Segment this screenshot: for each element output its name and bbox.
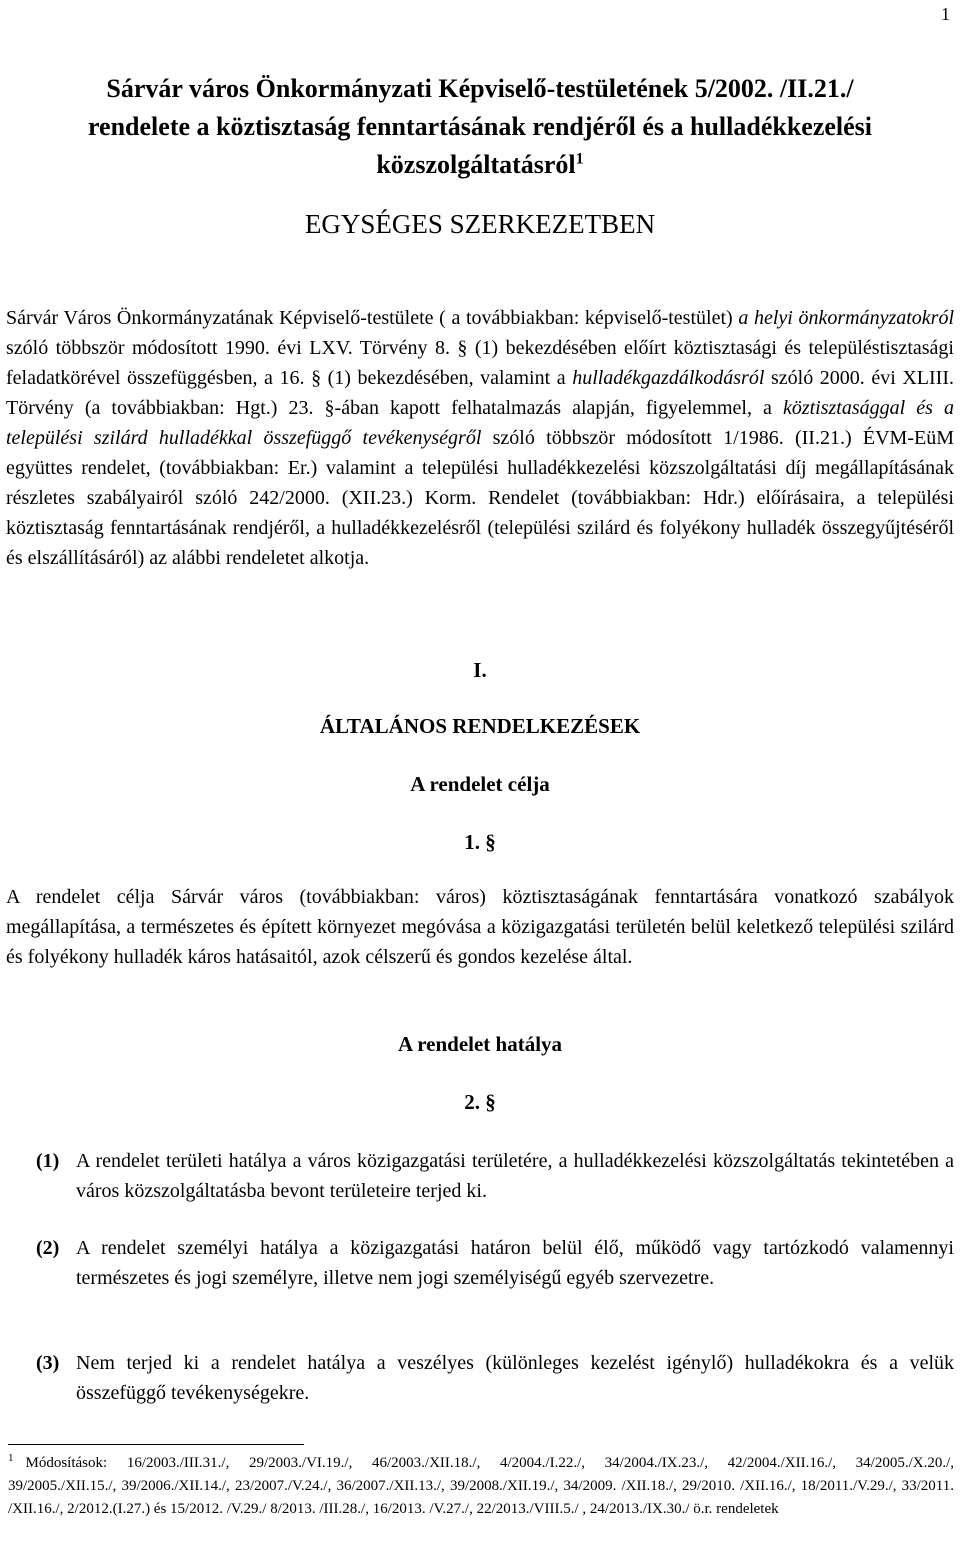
- section-2-number: 2. §: [464, 1090, 496, 1114]
- paragraph-number: (2): [36, 1237, 60, 1259]
- document-title-line-3: [0, 148, 960, 182]
- section-2-paragraph-2: [6, 1233, 954, 1293]
- page-number: 1: [941, 4, 950, 24]
- section-1-text: A rendelet célja Sárvár város (továbbiakban: város) köztisztaságának fenntartására vonatkozó szabályok megállapítása, a természetes és épített környezet megóvása a közigazgatási területén belül keletkező települési szilárd és folyékony hulladék káros hatásaitól, azok célszerű és gondos kezelése által.: [6, 886, 954, 968]
- document-subtitle: EGYSÉGES SZERKEZETBEN: [304, 209, 656, 239]
- preamble-part-4: szóló többször módosított 1/1986. (II.21.) ÉVM-EüM együttes rendelet, (továbbiakban: Er.) valamint a települési hulladékkezelési közszolgáltatási díj megállapításának részletes szabályairól szóló 242/2000. (XII.23.) Korm. Rendelet (továbbiakban: Hdr.) előírásaira, a települési köztisztaság fenntartásának rendjéről, a hulladékkezelésről (települési szilárd és folyékony hulladék összegyűjtéséről és elszállításáról) az alábbi rendeletet alkotja.: [6, 427, 954, 569]
- preamble-law-title-1: a helyi önkormányzatokról: [738, 307, 955, 329]
- preamble-part-3: szóló 2000. évi XLIII. Törvény (a továbbiakban: Hgt.) 23. §-ában kapott felhatalmazás alapján, figyelemmel, a: [6, 367, 955, 419]
- preamble-law-title-3: köztisztasággal és a települési szilárd hulladékkal összefüggő tevékenységről: [6, 397, 954, 449]
- paragraph-text: A rendelet területi hatálya a város közigazgatási területére, a hulladékkezelési közszolgáltatás tekintetében a város közszolgáltatásba bevont területeire terjed ki.: [76, 1150, 954, 1202]
- section-1-number: 1. §: [464, 830, 496, 854]
- footnote-reference[interactable]: 1: [575, 150, 584, 168]
- paragraph-text: Nem terjed ki a rendelet hatálya a veszélyes (különleges kezelést igénylő) hulladékokra és a velük összefüggő tevékenységekre.: [76, 1352, 954, 1404]
- preamble-law-title-2: hulladékgazdálkodásról: [572, 367, 765, 389]
- chapter-number: I.: [473, 658, 487, 682]
- footnote: [8, 1452, 954, 1521]
- footnote-text: Módosítások: 16/2003./III.31./, 29/2003./VI.19./, 46/2003./XII.18./, 4/2004./I.22./, 34/2004./IX.23./, 42/2004./XII.16./, 34/2005./X.20./, 39/2005./XII.15./, 39/2006./XII.14./, 23/2007./V.24./, 36/2007./XII.13./, 39/2008./XII.19./, 34/2009. /XII.18./, 29/2010. /XII.16./, 18/2011./V.29./, 33/2011. /XII.16./, 2/2012.(I.27.) és 15/2012. /V.29./ 8/2013. /III.28./, 16/2013. /V.27./, 22/2013./VIII.5./ , 24/2013./IX.30./ ö.r. rendeletek: [8, 1455, 954, 1517]
- document-title-line-3-text: közszolgáltatásról: [376, 150, 576, 179]
- paragraph-number: (3): [36, 1352, 60, 1374]
- paragraph-text: A rendelet személyi hatálya a közigazgatási határon belül élő, működő vagy tartózkodó valamennyi természetes és jogi személyre, illetve nem jogi személyiségű egyéb szervezetre.: [76, 1237, 954, 1289]
- preamble-part-2: szóló többször módosított 1990. évi LXV. Törvény 8. § (1) bekezdésében előírt köztisztasági és településtisztasági feladatkörével összefüggésben, a 16. § (1) bekezdésében, valamint a: [6, 337, 954, 389]
- footnote-separator: [8, 1444, 304, 1445]
- footnote-mark: 1: [8, 1452, 14, 1464]
- section-2-paragraph-3: [6, 1348, 954, 1408]
- paragraph-number: (1): [36, 1150, 60, 1172]
- document-title-line-2: rendelete a köztisztaság fenntartásának rendjéről és a hulladékkezelési: [87, 112, 873, 141]
- chapter-title: ÁLTALÁNOS RENDELKEZÉSEK: [319, 714, 641, 738]
- document-title-line-1: Sárvár város Önkormányzati Képviselő-testületének 5/2002. /II.21./: [106, 74, 854, 103]
- section-2-paragraph-1: [6, 1146, 954, 1206]
- section-2-heading: A rendelet hatálya: [397, 1032, 563, 1056]
- section-1-heading: A rendelet célja: [410, 772, 550, 796]
- preamble-part-1: Sárvár Város Önkormányzatának Képviselő-testülete ( a továbbiakban: képviselő-testület): [6, 307, 739, 329]
- preamble: [6, 303, 954, 573]
